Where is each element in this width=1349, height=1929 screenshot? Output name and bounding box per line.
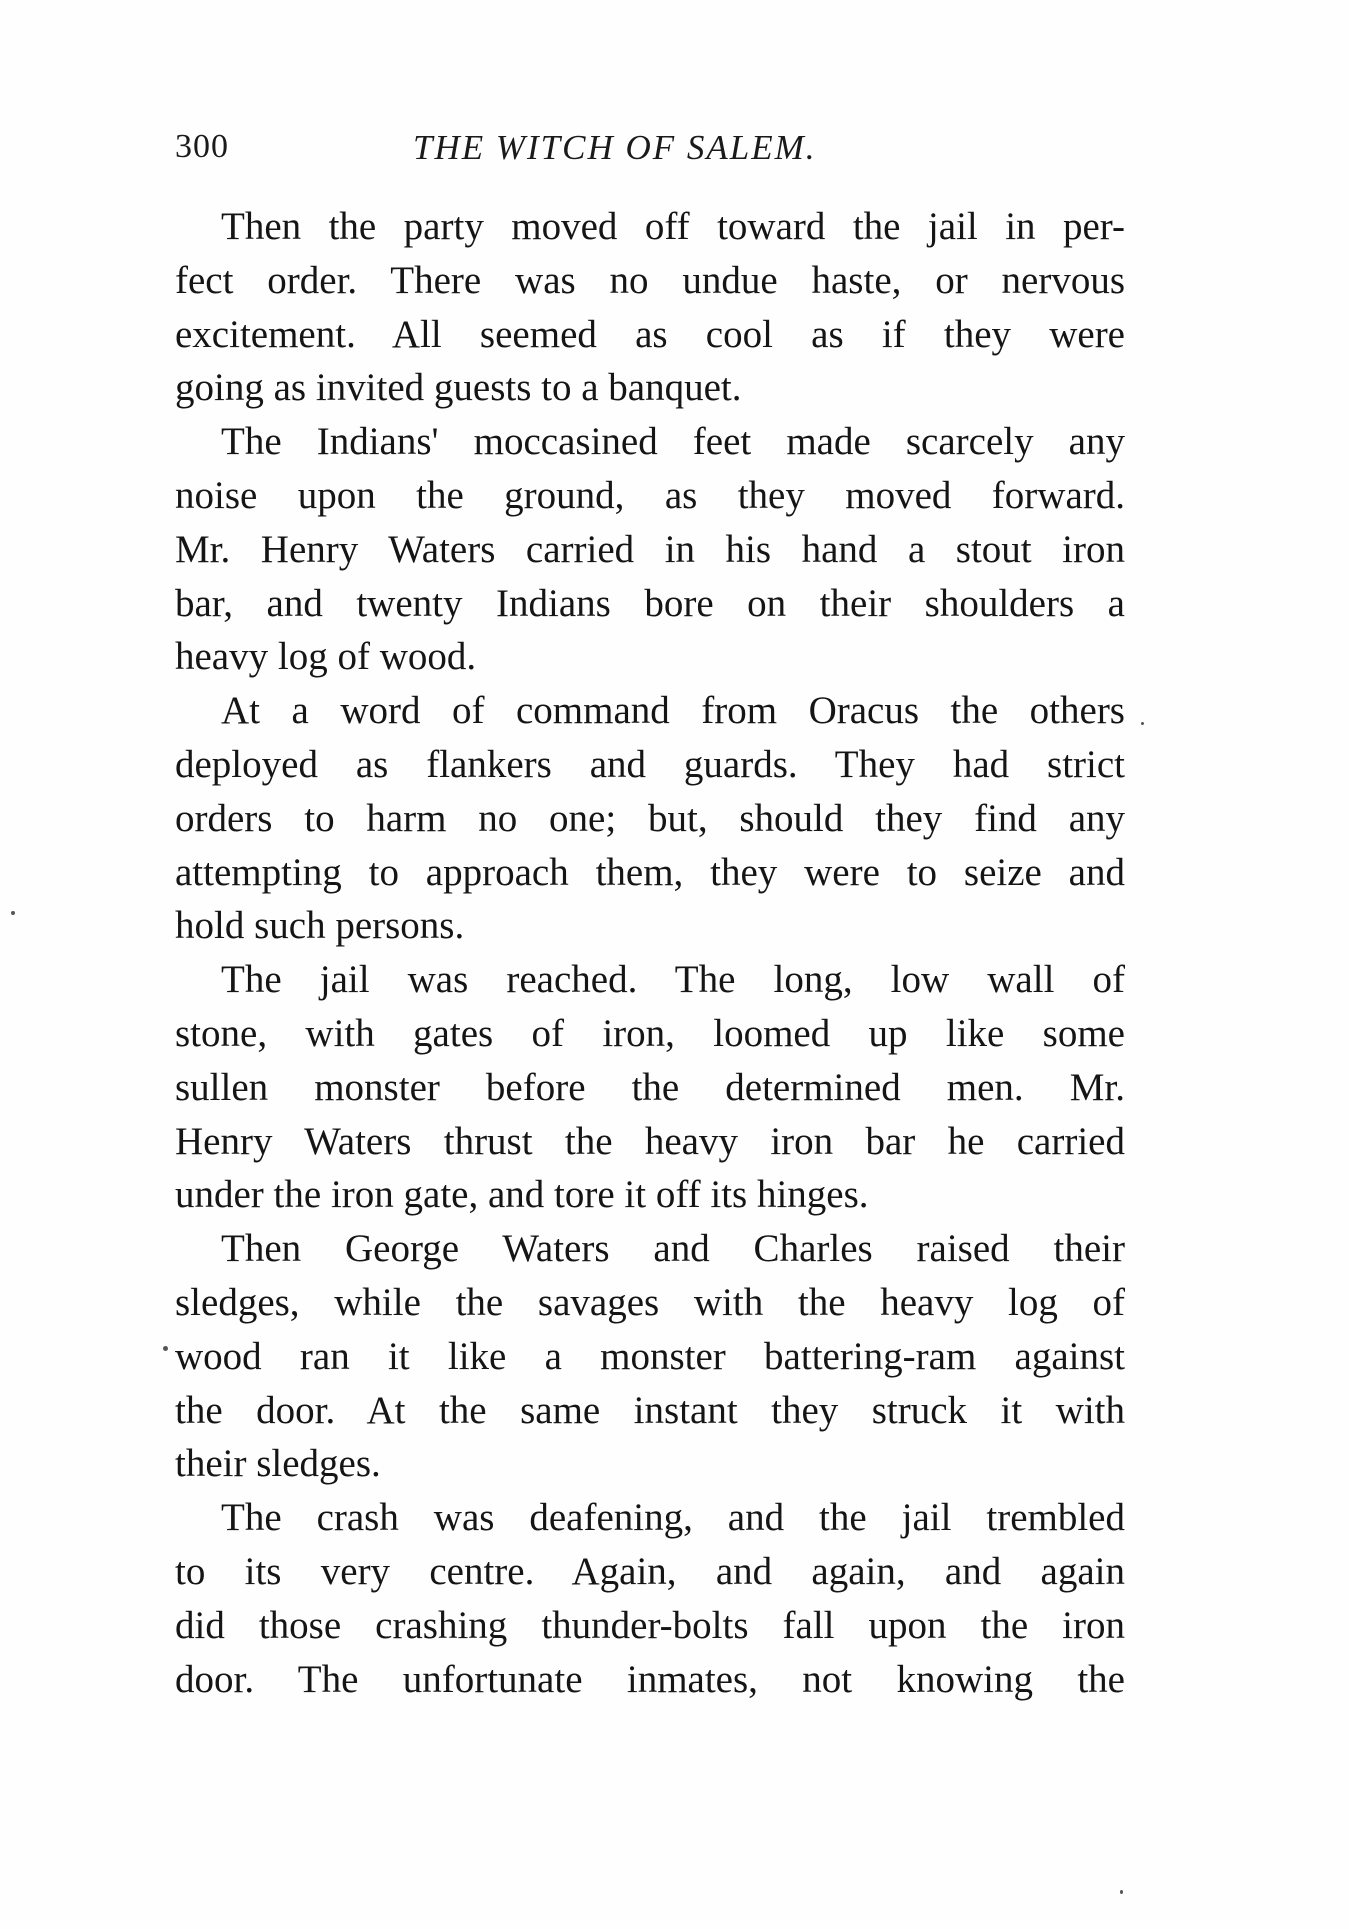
text-line: attempting to approach them, they were to seize and [175,850,1125,894]
text-line: The crash was deafening, and the jail trembled [221,1496,1125,1540]
running-title: THE WITCH OF SALEM. [413,128,817,167]
text-line: The Indians' moccasined feet made scarcely any [221,420,1125,464]
text-line: stone, with gates of iron, loomed up like some [175,1011,1125,1055]
text-line: At a word of command from Oracus the others [221,689,1125,733]
text-line: the door. At the same instant they struck it with [175,1388,1125,1432]
text-line: orders to harm no one; but, should they find any [175,796,1125,840]
text-line: under the iron gate, and tore it off its hinges. [175,1173,869,1217]
body-text [175,200,1125,1706]
text-line: Henry Waters thrust the heavy iron bar he carried [175,1119,1125,1163]
text-line: Then the party moved off toward the jail in per- [221,205,1125,248]
text-line: fect order. There was no undue haste, or nervous [175,258,1125,302]
page-number: 300 [175,128,229,165]
text-line: noise upon the ground, as they moved forward. [175,473,1125,517]
text-line: to its very centre. Again, and again, and again [175,1549,1125,1593]
text-line: Then George Waters and Charles raised their [221,1227,1125,1271]
text-line: heavy log of wood. [175,635,477,679]
text-line: deployed as flankers and guards. They had strict [175,742,1125,786]
scan-speck [11,911,15,915]
text-line: The jail was reached. The long, low wall of [221,958,1125,1002]
text-line: Mr. Henry Waters carried in his hand a stout iron [175,527,1125,571]
text-line: sledges, while the savages with the heavy log of [175,1280,1125,1324]
text-line: did those crashing thunder-bolts fall upon the iron [175,1603,1125,1647]
scan-speck [1141,722,1144,725]
text-line: sullen monster before the determined men. Mr. [175,1065,1125,1109]
scan-speck [1120,1890,1123,1894]
text-line: door. The unfortunate inmates, not knowing the [175,1657,1125,1701]
text-line: excitement. All seemed as cool as if they were [175,312,1125,356]
text-line: their sledges. [175,1442,381,1486]
text-line: wood ran it like a monster battering-ram against [175,1334,1125,1378]
text-line: hold such persons. [175,904,465,948]
text-line: bar, and twenty Indians bore on their shoulders a [175,581,1125,625]
scan-speck [163,1346,168,1351]
text-line: going as invited guests to a banquet. [175,366,742,410]
running-head [175,128,1125,178]
